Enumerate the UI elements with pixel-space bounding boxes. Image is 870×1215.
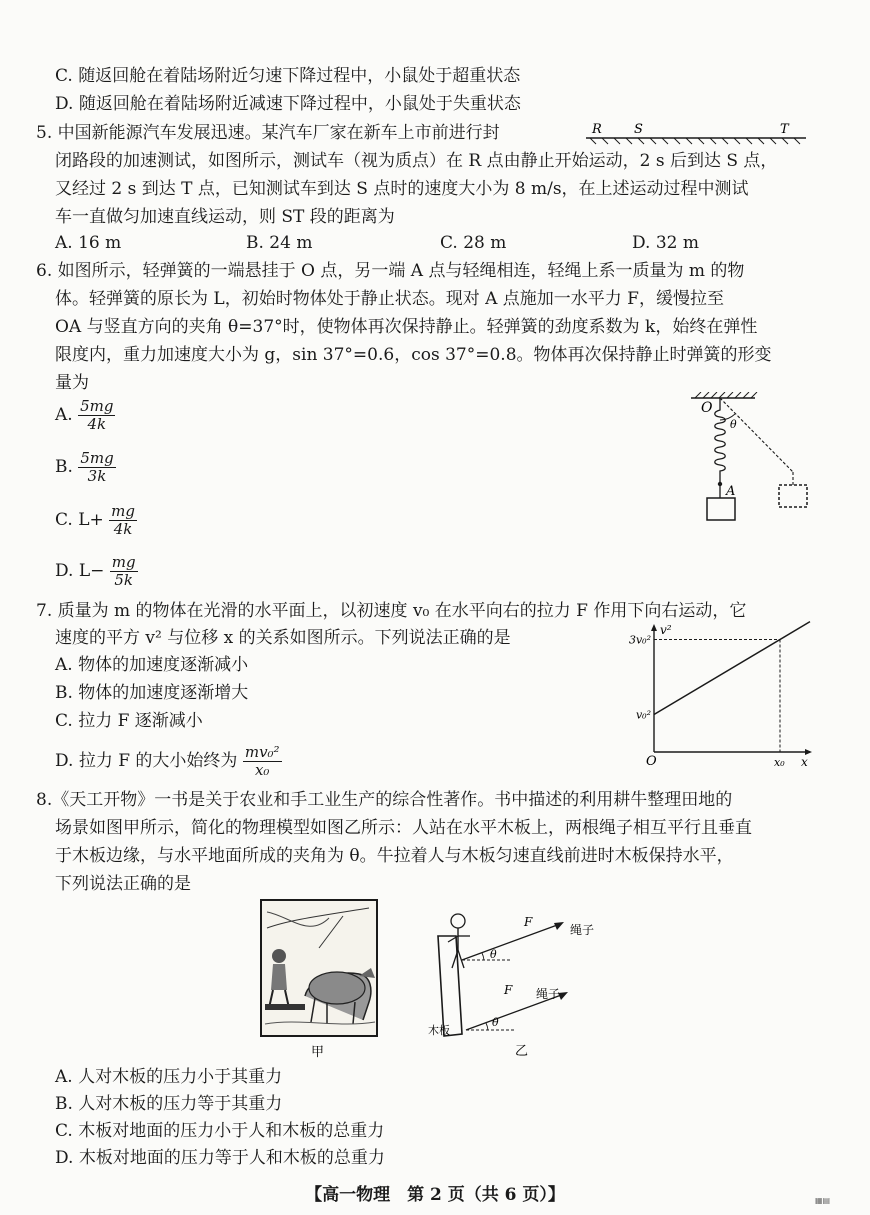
q6-option-a-fraction: $\frac{5mg}{4k}$ bbox=[80, 397, 114, 433]
q6-option-b bbox=[55, 450, 116, 485]
yi-force-model-diagram bbox=[418, 912, 598, 1057]
point-r-label: R bbox=[592, 122, 602, 137]
q7-option-b: B. 物体的加速度逐渐增大 bbox=[55, 683, 249, 703]
point-t-label: T bbox=[780, 122, 789, 137]
q5-option-d: D. 32 m bbox=[632, 233, 699, 253]
q7-option-a: A. 物体的加速度逐渐减小 bbox=[55, 655, 249, 675]
q6-stem-line-3: OA 与竖直方向的夹角 θ=37°时，使物体再次保持静止。轻弹簧的劲度系数为 k，始终在弹性 bbox=[55, 317, 758, 337]
q6-option-a bbox=[55, 398, 115, 433]
q6-option-c-prefix: C. L+ bbox=[55, 510, 104, 530]
q5-stem-line-2: 闭路段的加速测试，如图所示，测试车（视为质点）在 R 点由静止开始运动，2 s 后到达 S 点， bbox=[55, 151, 778, 171]
q5-stem-line-3: 又经过 2 s 到达 T 点，已知测试车到达 S 点时的速度大小为 8 m/s，在上述运动过程中测试 bbox=[55, 179, 749, 199]
force-f-label-1: F bbox=[524, 915, 533, 929]
q8-option-a: A. 人对木板的压力小于其重力 bbox=[55, 1067, 283, 1087]
q6-option-c-fraction: $\frac{mg}{4k}$ bbox=[111, 502, 135, 538]
q6-option-b-fraction: $\frac{5mg}{3k}$ bbox=[80, 449, 114, 485]
theta-label-2: θ bbox=[492, 1016, 499, 1029]
q8-stem-line-3: 于木板边缘，与水平地面所成的夹角为 θ。牛拉着人与木板匀速直线前进时木板保持水平， bbox=[55, 846, 734, 866]
q7-v2-x-chart bbox=[616, 620, 816, 770]
point-o-label: O bbox=[701, 400, 713, 416]
q5-stem-line-1: 5. 中国新能源汽车发展迅速。某汽车厂家在新车上市前进行封 bbox=[36, 123, 500, 143]
point-s-label: S bbox=[634, 122, 643, 137]
q6-spring-figure bbox=[685, 392, 820, 527]
q8-option-c: C. 木板对地面的压力小于人和木板的总重力 bbox=[55, 1121, 385, 1141]
q7-option-d-fraction: $\frac{\text{mv₀²}}{\text{x₀}}$ bbox=[244, 743, 280, 779]
jia-ox-plowing-illustration bbox=[259, 898, 379, 1058]
q7-option-c: C. 拉力 F 逐渐减小 bbox=[55, 711, 203, 731]
rope-label-1: 绳子 bbox=[570, 923, 595, 937]
y-axis-label: v² bbox=[660, 623, 672, 637]
page-footer: 【高一物理 第 2 页（共 6 页）】 bbox=[305, 1185, 565, 1205]
origin-label: O bbox=[646, 754, 657, 769]
q6-option-b-prefix: B. bbox=[55, 457, 73, 477]
q6-option-d bbox=[55, 554, 138, 589]
watermark-logo: ▦▤ bbox=[815, 1196, 831, 1205]
q8-stem-line-2: 场景如图甲所示，简化的物理模型如图乙所示：人站在水平木板上，两根绳子相互平行且垂直 bbox=[55, 818, 752, 838]
rope-label-2: 绳子 bbox=[536, 987, 561, 1001]
q5-option-c: C. 28 m bbox=[440, 233, 507, 253]
q6-option-a-prefix: A. bbox=[55, 405, 73, 425]
q5-road-figure bbox=[582, 118, 812, 148]
theta-label-1: θ bbox=[490, 948, 497, 961]
q6-option-c bbox=[55, 503, 137, 538]
q7-option-d bbox=[55, 744, 282, 779]
force-f-label-2: F bbox=[504, 983, 513, 997]
rope-1 bbox=[462, 924, 560, 960]
y-tick-label-3v0sq: 3v₀² bbox=[628, 633, 651, 647]
q5-option-a: A. 16 m bbox=[55, 233, 122, 253]
q6-option-d-prefix: D. L− bbox=[55, 561, 105, 581]
point-a-label: A bbox=[726, 484, 736, 499]
q8-stem-line-1: 8.《天工开物》一书是关于农业和手工业生产的综合性著作。书中描述的利用耕牛整理田地的 bbox=[36, 790, 733, 810]
person-head bbox=[451, 914, 465, 928]
q6-stem-line-2: 体。轻弹簧的原长为 L，初始时物体处于静止状态。现对 A 点施加一水平力 F，缓慢拉至 bbox=[55, 289, 724, 309]
q6-stem-line-1: 6. 如图所示，轻弹簧的一端悬挂于 O 点，另一端 A 点与轻绳相连，轻绳上系一质量为 m 的物 bbox=[36, 261, 745, 281]
q5-stem-line-4: 车一直做匀加速直线运动，则 ST 段的距离为 bbox=[55, 207, 395, 227]
q8-stem-line-4: 下列说法正确的是 bbox=[55, 874, 191, 894]
y-axis-arrow bbox=[651, 624, 657, 631]
q4-option-c: C. 随返回舱在着陆场附近匀速下降过程中，小鼠处于超重状态 bbox=[55, 66, 521, 86]
board-label: 木板 bbox=[428, 1024, 450, 1037]
x-axis-label: x bbox=[801, 755, 808, 769]
q8-option-d: D. 木板对地面的压力等于人和木板的总重力 bbox=[55, 1148, 385, 1168]
x-tick-label: x₀ bbox=[774, 756, 785, 769]
jia-caption: 甲 bbox=[311, 1045, 325, 1058]
q6-stem-line-5: 量为 bbox=[55, 373, 89, 393]
q5-option-b: B. 24 m bbox=[246, 233, 313, 253]
q4-option-d: D. 随返回舱在着陆场附近减速下降过程中，小鼠处于失重状态 bbox=[55, 94, 521, 114]
y-tick-label-v0sq: v₀² bbox=[635, 708, 651, 722]
q7-option-d-prefix: D. 拉力 F 的大小始终为 bbox=[55, 751, 238, 771]
q7-stem-line-1: 7. 质量为 m 的物体在光滑的水平面上，以初速度 v₀ 在水平向右的拉力 F 作用下向右运动，它 bbox=[36, 601, 747, 621]
q6-stem-line-4: 限度内，重力加速度大小为 g，sin 37°=0.6，cos 37°=0.8。物体再次保持静止时弹簧的形变 bbox=[55, 345, 772, 365]
series-line bbox=[654, 622, 810, 715]
theta-label: θ bbox=[730, 418, 737, 431]
q7-stem-line-2: 速度的平方 v² 与位移 x 的关系如图所示。下列说法正确的是 bbox=[55, 628, 511, 648]
yi-caption: 乙 bbox=[515, 1044, 529, 1057]
q8-option-b: B. 人对木板的压力等于其重力 bbox=[55, 1094, 283, 1114]
q6-option-d-fraction: $\frac{mg}{5k}$ bbox=[111, 553, 136, 589]
